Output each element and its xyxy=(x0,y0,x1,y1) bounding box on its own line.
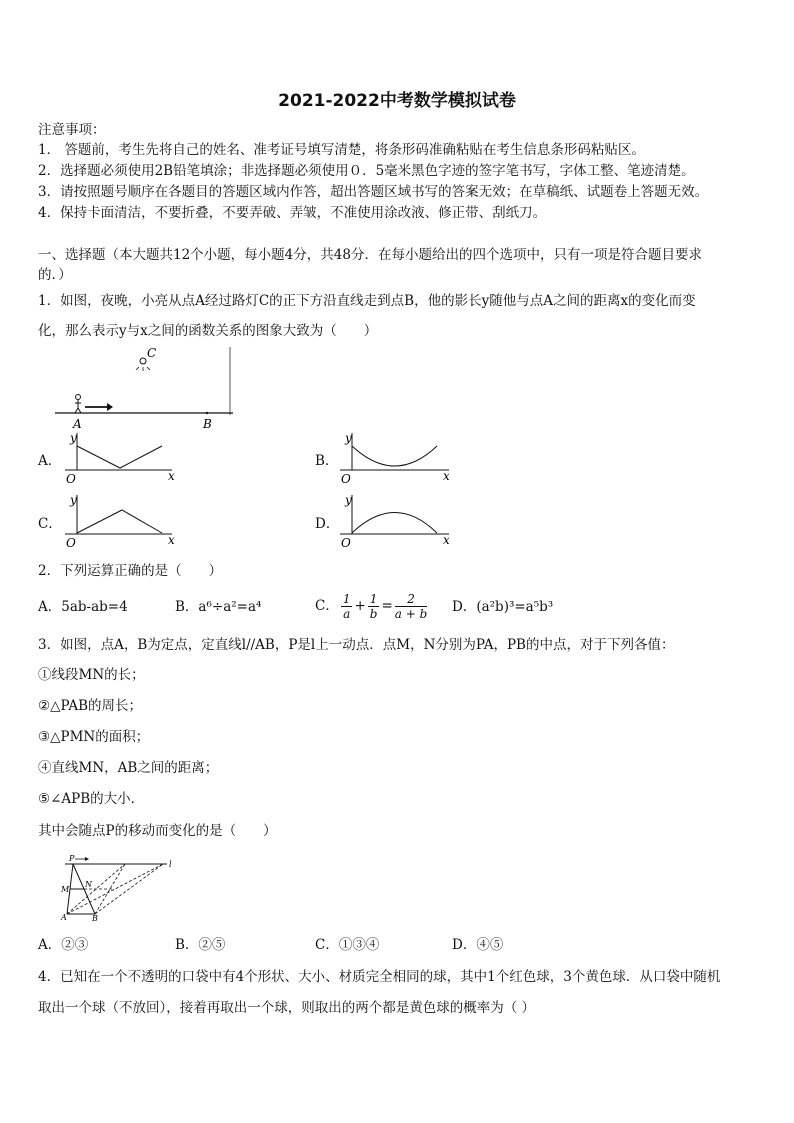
q3-option-c[interactable]: C．①③④ xyxy=(315,937,380,953)
axis-y-label: y xyxy=(70,431,77,445)
label-a: A xyxy=(73,417,82,431)
arrow-right-icon xyxy=(85,403,113,411)
q1-option-label[interactable]: D． xyxy=(315,516,340,532)
origin-label: O xyxy=(66,472,76,486)
axis-x-label: x xyxy=(443,533,450,547)
fraction: $\frac{1}{a}$ xyxy=(342,591,351,621)
q1-option-label[interactable]: A． xyxy=(38,453,62,469)
q2-option-d[interactable]: D．(a²b)³=a⁵b³ xyxy=(452,599,554,615)
axis-y-label: y xyxy=(70,493,77,507)
page-title: 2021-2022中考数学模拟试卷 xyxy=(278,91,516,111)
label-a: A xyxy=(61,913,67,922)
arrow-right-icon xyxy=(75,857,89,861)
axis-x-label: x xyxy=(443,469,450,483)
q1-lamp-figure xyxy=(55,345,235,433)
q4-stem-cont: 取出一个球（不放回），接着再取出一个球，则取出的两个都是黄色球的概率为（ ） xyxy=(38,1000,536,1016)
q3-option-b[interactable]: B．②⑤ xyxy=(175,937,226,953)
point-b xyxy=(206,412,208,414)
q2-option-a[interactable]: A．5ab-ab=4 xyxy=(38,599,128,615)
label-p: P xyxy=(69,854,75,863)
q3-item: ①线段MN的长； xyxy=(38,667,145,683)
q3-item: ③△PMN的面积； xyxy=(38,729,150,745)
q3-option-d[interactable]: D．④⑤ xyxy=(452,937,504,953)
q3-stem: 3．如图，点A，B为定点，定直线l//AB，P是l上一动点．点M，N分别为PA，PB的中点，对于下列各值： xyxy=(38,637,675,653)
axis-x-label: x xyxy=(168,533,175,547)
origin-label: O xyxy=(341,536,351,550)
label-l: l xyxy=(169,860,172,869)
q1-option-label[interactable]: B． xyxy=(315,453,339,469)
q2-option-c[interactable] xyxy=(315,588,427,624)
equals-sign: = xyxy=(381,598,393,614)
axis-y-label: y xyxy=(345,493,352,507)
notice-item: 1． 答题前，考生先将自己的姓名、准考证号填写清楚，将条形码准确粘贴在考生信息条形码粘贴区。 xyxy=(38,142,645,158)
label-b: B xyxy=(92,914,98,922)
graph-curve xyxy=(77,446,162,468)
graph-curve xyxy=(77,510,162,533)
q1-option-d-graph[interactable] xyxy=(335,492,455,550)
q2-option-c-label: C． xyxy=(315,598,339,614)
label-n: N xyxy=(85,880,92,889)
notice-item: 3．请按照题号顺序在各题目的答题区域内作答，超出答题区域书写的答案无效；在草稿纸、试题卷上答题无效。 xyxy=(38,184,709,200)
axis-y-label: y xyxy=(345,431,352,445)
q3-triangle-figure xyxy=(55,852,177,922)
person-icon xyxy=(75,395,81,414)
q1-option-a-graph[interactable] xyxy=(60,430,178,486)
origin-label: O xyxy=(341,472,351,486)
fraction: $\frac{2}{a + b}$ xyxy=(394,591,428,621)
notice-item: 2．选择题必须使用2B铅笔填涂；非选择题必须使用０．5毫米黑色字迹的签字笔书写，字体工整、笔迹清楚。 xyxy=(38,163,695,179)
q3-question: 其中会随点P的移动而变化的是（ ） xyxy=(38,823,277,839)
q3-option-a[interactable]: A．②③ xyxy=(38,937,89,953)
origin-label: O xyxy=(66,536,76,550)
section-heading: 一、选择题（本大题共12个小题，每小题4分，共48分．在每小题给出的四个选项中，只有一项是符合题目要求 xyxy=(38,247,702,263)
q2-option-b[interactable]: B．a⁶÷a²=a⁴ xyxy=(175,599,262,615)
q2-stem: 2．下列运算正确的是（ ） xyxy=(38,563,223,579)
fraction: $\frac{1}{b}$ xyxy=(369,591,378,621)
graph-curve xyxy=(352,446,437,466)
label-c: C xyxy=(147,346,157,360)
q1-option-c-graph[interactable] xyxy=(60,492,178,550)
q1-option-label[interactable]: C． xyxy=(38,516,62,532)
q3-item: ②△PAB的周长； xyxy=(38,698,142,714)
notice-heading: 注意事项： xyxy=(38,122,106,138)
q4-stem: 4．已知在一个不透明的口袋中有4个形状、大小、材质完全相同的球，其中1个红色球，3个黄色球．从口袋中随机 xyxy=(38,969,721,985)
plus-sign: + xyxy=(354,598,366,614)
q1-option-b-graph[interactable] xyxy=(335,430,455,486)
q3-item: ⑤∠APB的大小． xyxy=(38,791,145,807)
q1-stem-cont: 化，那么表示y与x之间的函数关系的图象大致为（ ） xyxy=(38,323,378,339)
label-m: M xyxy=(61,885,70,894)
label-b: B xyxy=(203,417,212,431)
axis-x-label: x xyxy=(168,469,175,483)
notice-item: 4．保持卡面清洁，不要折叠，不要弄破、弄皱，不准使用涂改液、修正带、刮纸刀。 xyxy=(38,205,547,221)
section-heading-cont: 的．） xyxy=(38,267,72,283)
graph-curve xyxy=(352,513,437,534)
q1-stem: 1．如图，夜晚，小亮从点A经过路灯C的正下方沿直线走到点B，他的影长y随他与点A之间的距离x的变化而变 xyxy=(38,293,696,309)
q3-item: ④直线MN，AB之间的距离； xyxy=(38,760,219,776)
